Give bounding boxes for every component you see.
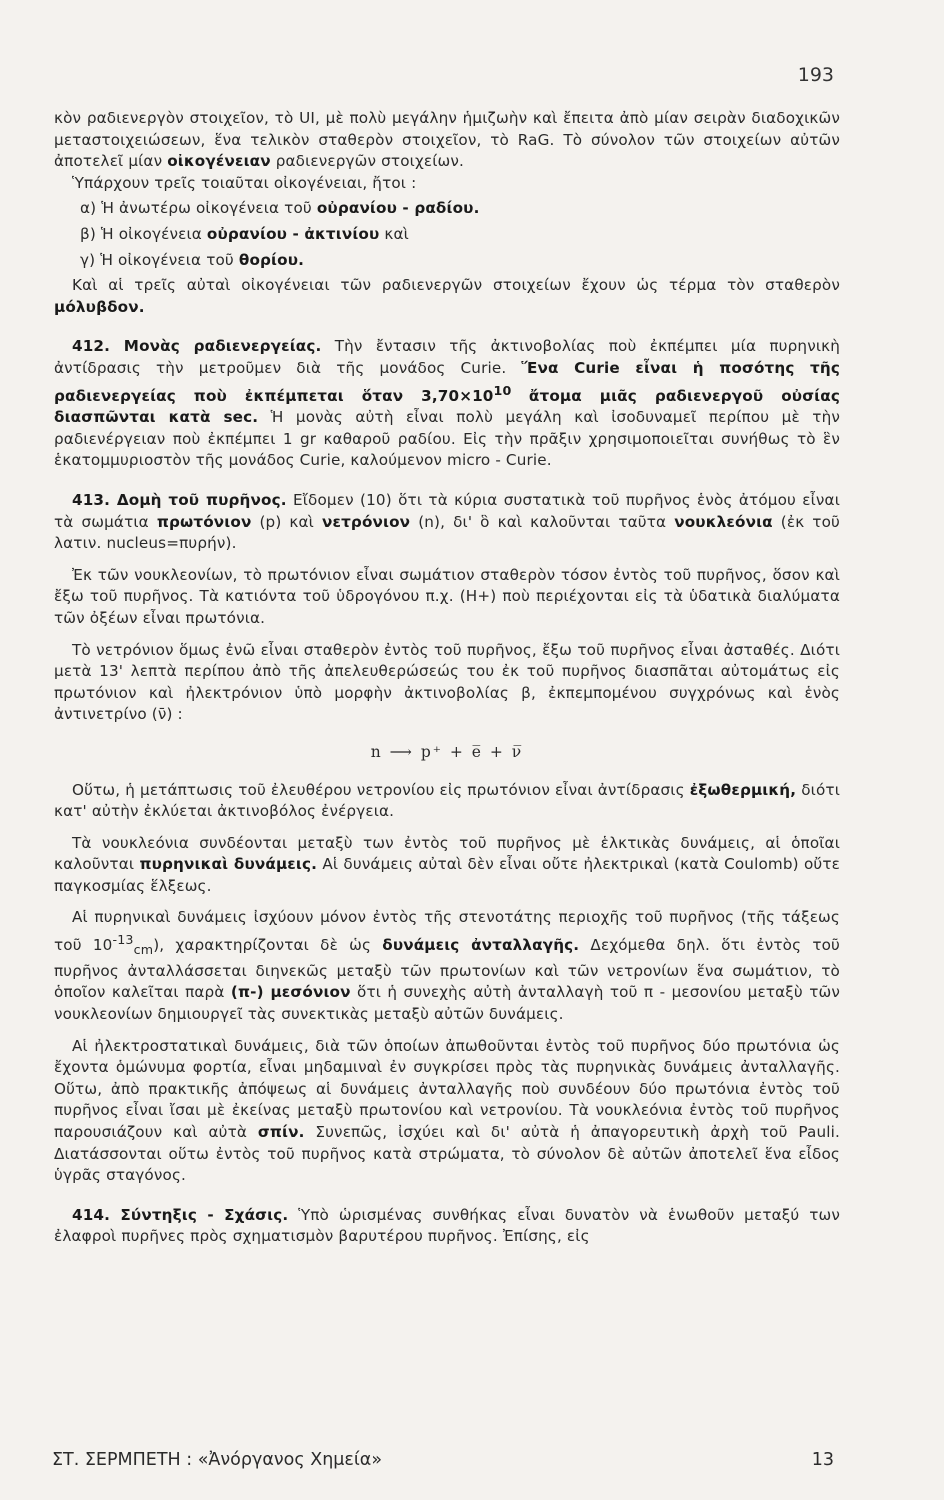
section-413: 413. Δομὴ τοῦ πυρῆνος. Εἴδομεν (10) ὅτι τὰ κύρια συστατικὰ τοῦ πυρῆνος ἑνὸς ἀτόμου εἶναι τὰ σωμάτια πρωτόνιον (p) καὶ νετρόνιον (n), δι' ὃ καὶ καλοῦνται ταῦτα νουκλεόνια (ἐκ τοῦ λατιν. nucleus=πυρήν). [54, 490, 840, 553]
paragraph-electrostatic: Αἱ ἠλεκτροστατικαὶ δυνάμεις, διὰ τῶν ὁποίων ἀπωθοῦνται ἐντὸς τοῦ πυρῆνος δύο πρωτόνια ὡς ἔχοντα ὁμώνυμα φορτία, εἶναι μηδαμιναὶ ἐν συγκρίσει πρὸς τὰς πυρηνικὰς δυνάμεις ἀνταλλαγῆς. Οὕτω, ἀπὸ πρακτικῆς ἀπόψεως αἱ δυνάμεις ἀνταλλαγῆς ποὺ συνδέουν δύο πρωτόνια ἐντὸς τοῦ πυρῆνος εἶναι ἴσαι μὲ ἐκείνας μεταξὺ πρωτονίου καὶ νετρονίου. Τὰ νουκλεόνια ἐντὸς τοῦ πυρῆνος παρουσιάζουν καὶ αὐτὰ σπίν. Συνεπῶς, ἰσχύει καὶ δι' αὐτὰ ἡ ἀπαγορευτικὴ ἀρχὴ τοῦ Pauli. Διατάσσονται οὕτω ἐντὸς τοῦ πυρῆνος κατὰ στρώματα, τὸ σύνολον δὲ αὐτῶν ἀποτελεῖ ἕνα εἶδος ὑγρᾶς σταγόνος. [54, 1036, 840, 1185]
paragraph-exothermic: Οὕτω, ἡ μετάπτωσις τοῦ ἐλευθέρου νετρονίου εἰς πρωτόνιον εἶναι ἀντίδρασις ἐξωθερμική, διότι κατ' αὐτὴν ἐκλύεται ἀκτινοβόλος ἐνέργεια. [54, 780, 840, 821]
paragraph-nuclear-forces: Τὰ νουκλεόνια συνδέονται μεταξὺ των ἐντὸς τοῦ πυρῆνος μὲ ἑλκτικὰς δυνάμεις, αἱ ὁποῖαι καλοῦνται πυρηνικαὶ δυνάμεις. Αἱ δυνάμεις αὐταὶ δὲν εἶναι οὔτε ἠλεκτρικαὶ (κατὰ Coulomb) οὔτε παγκοσμίας ἕλξεως. [54, 833, 841, 895]
section-heading-412: 412. Μονὰς ραδιενεργείας. [72, 337, 322, 356]
page-number: 193 [797, 64, 834, 86]
page-body [54, 108, 840, 1248]
section-heading-413: 413. Δομὴ τοῦ πυρῆνος. [72, 490, 287, 509]
paragraph-lead-end: Καὶ αἱ τρεῖς αὐταὶ οἰκογένειαι τῶν ραδιενεργῶν στοιχείων ἔχουν ὡς τέρμα τὸν σταθερὸν μόλυβδον. [54, 276, 840, 316]
neutron-decay-equation: n ⟶ p⁺ + e̅ + ν̅ [370, 742, 524, 761]
footer-sheet-number: 13 [811, 1450, 834, 1470]
section-414: 414. Σύντηξις - Σχάσις. Ὑπὸ ὡρισμένας συνθήκας εἶναι δυνατὸν νὰ ἑνωθοῦν μεταξύ των ἐλαφροὶ πυρῆνες πρὸς σχηματισμὸν βαρυτέρου πυρῆνος. Ἐπίσης, εἰς [54, 1205, 841, 1246]
section-412: 412. Μονὰς ραδιενεργείας. Τὴν ἔντασιν τῆς ἀκτινοβολίας ποὺ ἐκπέμπει μία πυρηνικὴ ἀντίδρασις τὴν μετροῦμεν διὰ τῆς μονάδος Curie. Ἕνα Curie εἶναι ἡ ποσότης τῆς ραδιενεργείας ποὺ ἐκπέμπεται ὅταν $3,70\times 10^{10}$ ἄτομα μιᾶς ραδιενεργοῦ οὐσίας διασπῶνται κατὰ sec. Ἡ μονὰς αὐτὴ εἶναι πολὺ μεγάλη καὶ ἰσοδυναμεῖ περίπου μὲ τὴν ραδιενέργειαν ποὺ ἐκπέμπει 1 gr καθαροῦ ραδίου. Εἰς τὴν πρᾶξιν χρησιμοποιεῖται συνήθως τὸ ἓν ἑκατομμυριοστὸν τῆς μονάδος Curie, καλούμενον micro - Curie. [54, 337, 840, 470]
list-item-uranium-radium: α) Ἡ ἀνωτέρω οἰκογένεια τοῦ οὐρανίου - ραδίου. [80, 199, 480, 218]
footer-book-title: ΣΤ. ΣΕΡΜΠΕΤΗ : «Ἀνόργανος Χημεία» [52, 1450, 383, 1470]
paragraph-neutron-unstable: Τὸ νετρόνιον ὅμως ἐνῶ εἶναι σταθερὸν ἐντὸς τοῦ πυρῆνος, ἔξω τοῦ πυρῆνος εἶναι ἀσταθές. Διότι μετὰ 13' λεπτὰ περίπου ἀπὸ τῆς ἀπελευθερώσεώς του ἐκ τοῦ πυρῆνος διασπᾶται αὐτομάτως εἰς πρωτόνιον καὶ ἠλεκτρόνιον ὑπὸ μορφὴν ἀκτινοβολίας β, ἐκπεμπομένου συγχρόνως καὶ ἑνὸς ἀντινετρίνο (ν̄) : [54, 640, 840, 724]
page-footer [52, 1450, 834, 1470]
list-item-uranium-actinium: β) Ἡ οἰκογένεια οὐρανίου - ἀκτινίου καὶ [80, 224, 409, 243]
section-heading-414: 414. Σύντηξις - Σχάσις. [72, 1205, 289, 1224]
paragraph-exchange-forces: Αἱ πυρηνικαὶ δυνάμεις ἰσχύουν μόνον ἐντὸς τῆς στενοτάτης περιοχῆς τοῦ πυρῆνος (τῆς τάξεως τοῦ $10^{-13}_{cm}$), χαρακτηρίζονται δὲ ὡς δυνάμεις ἀνταλλαγῆς. Δεχόμεθα δηλ. ὅτι ἐντὸς τοῦ πυρῆνος ἀνταλλάσσεται διηνεκῶς μεταξὺ τῶν πρωτονίων καὶ τῶν νετρονίων ἕνα σωμάτιον, τὸ ὁποῖον καλεῖται παρὰ (π-) μεσόνιον ὅτι ἡ συνεχὴς αὐτὴ ἀνταλλαγὴ τοῦ π - μεσονίου μεταξὺ τῶν νουκλεονίων δημιουργεῖ τὰς συνεκτικὰς μεταξὺ αὐτῶν δυνάμεις. [54, 908, 840, 1023]
list-item-thorium: γ) Ἡ οἰκογένεια τοῦ θορίου. [80, 250, 305, 269]
paragraph-radioactive-family-intro: κὸν ραδιενεργὸν στοιχεῖον, τὸ UI, μὲ πολὺ μεγάλην ἡμιζωὴν καὶ ἔπειτα ἀπὸ μίαν σειρὰν διαδοχικῶν μεταστοιχειώσεων, ἕνα τελικὸν σταθερὸν στοιχεῖον, τὸ RaG. Τὸ σύνολον τῶν στοιχείων αὐτῶν ἀποτελεῖ μίαν οἰκογένειαν ραδιενεργῶν στοιχείων. [54, 109, 840, 171]
paragraph-proton-stable: Ἐκ τῶν νουκλεονίων, τὸ πρωτόνιον εἶναι σωμάτιον σταθερὸν τόσον ἐντὸς τοῦ πυρῆνος, ὅσον καὶ ἔξω τοῦ πυρῆνος. Τὰ κατιόντα τοῦ ὑδρογόνου π.χ. (H+) ποὺ περιέχονται εἰς τὰ ὑδατικὰ διαλύματα τῶν ὀξέων εἶναι πρωτόνια. [54, 565, 840, 627]
paragraph-three-families: Ὑπάρχουν τρεῖς τοιαῦται οἰκογένειαι, ἤτοι : [72, 173, 417, 192]
